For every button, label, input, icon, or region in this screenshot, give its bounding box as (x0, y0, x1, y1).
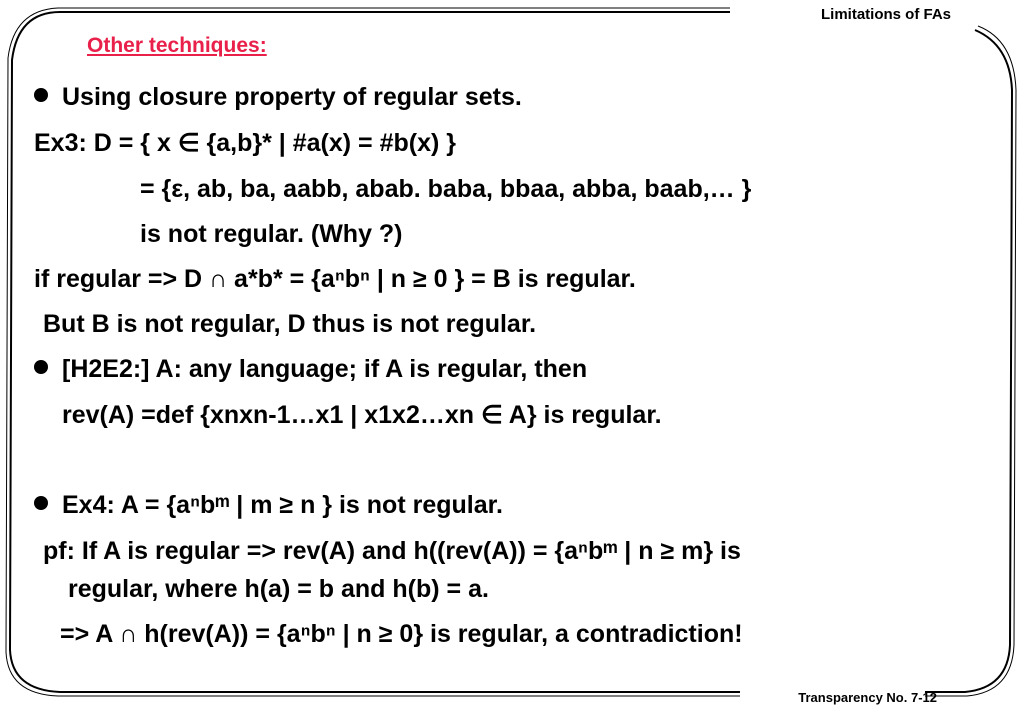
footer-text: Transparency No. 7-12 (798, 690, 937, 705)
text-line: Using closure property of regular sets. (62, 83, 522, 111)
section-title: Other techniques: (87, 34, 267, 57)
bullet-line-7 (34, 354, 587, 384)
text-line-5: if regular => D ∩ a*b* = {aⁿbⁿ | n ≥ 0 } = B is regular. (34, 265, 636, 293)
text-line: Ex4: A = {aⁿbᵐ | m ≥ n } is not regular. (62, 491, 503, 519)
bullet-line-1 (34, 82, 522, 112)
bullet-icon (34, 496, 48, 510)
bullet-icon (34, 360, 48, 374)
header-title: Limitations of FAs (820, 6, 951, 23)
text-line-10: pf: If A is regular => rev(A) and h((rev(A)) = {aⁿbᵐ | n ≥ m} is (43, 537, 741, 565)
text-line-8: rev(A) =def {xnxn-1…x1 | x1x2…xn ∈ A} is regular. (62, 401, 662, 429)
text-line: [H2E2:] A: any language; if A is regular, then (62, 355, 588, 383)
bullet-icon (34, 88, 48, 102)
text-line-12: => A ∩ h(rev(A)) = {aⁿbⁿ | n ≥ 0} is regular, a contradiction! (60, 620, 743, 648)
text-line-4: is not regular. (Why ?) (140, 220, 403, 248)
text-line-6: But B is not regular, D thus is not regular. (43, 310, 537, 338)
text-line-3: = {ε, ab, ba, aabb, abab. baba, bbaa, abba, baab,… } (140, 175, 752, 203)
bullet-line-9 (34, 490, 503, 520)
text-line-11: regular, where h(a) = b and h(b) = a. (68, 575, 489, 603)
text-line-2: Ex3: D = { x ∈ {a,b}* | #a(x) = #b(x) } (34, 129, 456, 157)
